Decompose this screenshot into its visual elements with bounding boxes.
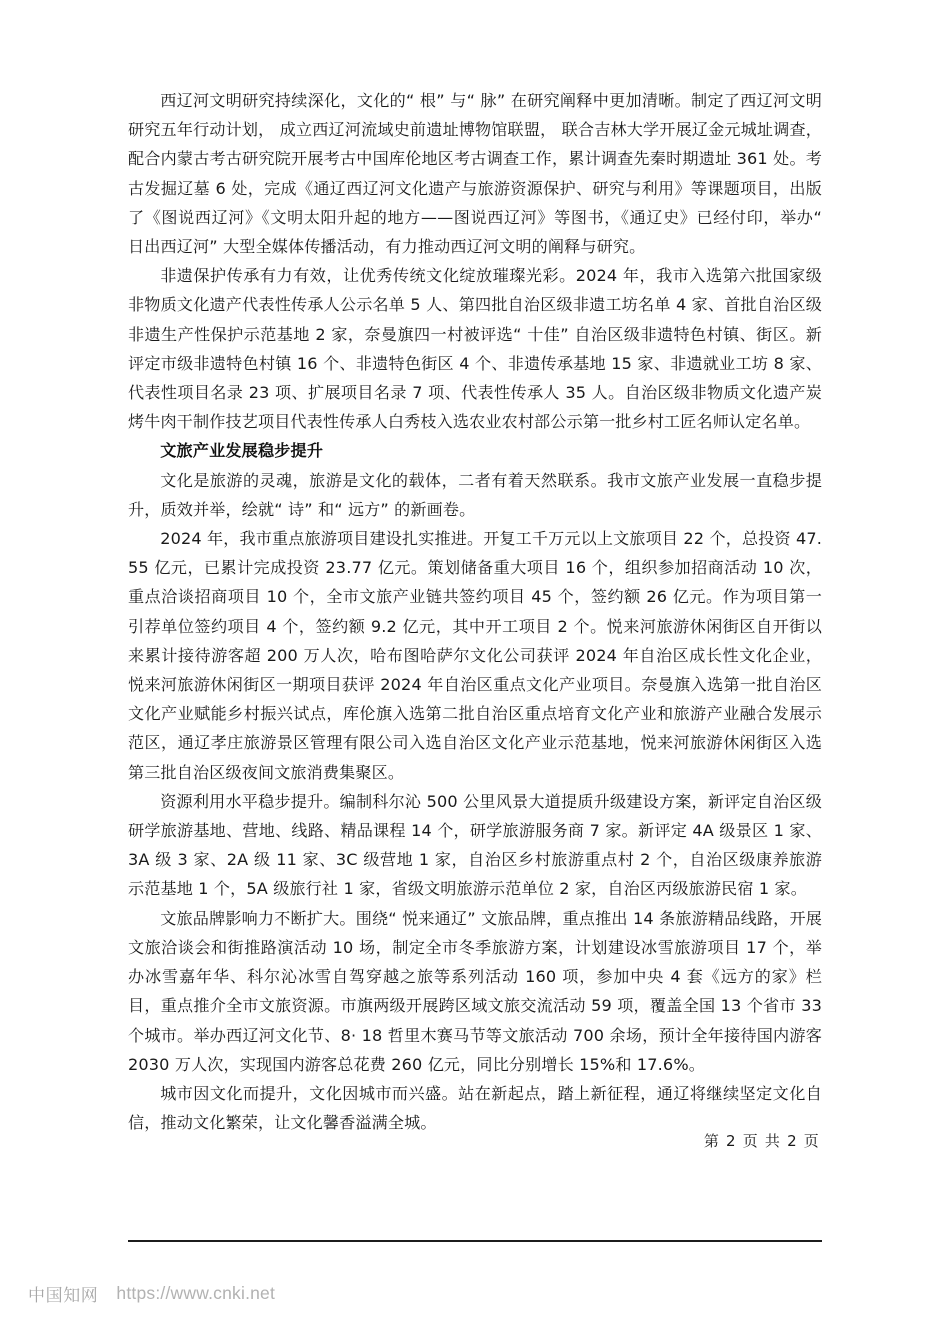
footer-brand xyxy=(28,1281,275,1306)
page-number: 第 2 页 共 2 页 xyxy=(703,1132,820,1150)
body-paragraph: 非遗保护传承有力有效，让优秀传统文化绽放璀璨光彩。2024 年，我市入选第六批国家级非物质文化遗产代表性传承人公示名单 5 人、第四批自治区级非遗工坊名单 4 家、首批自治区级非遗生产性保护示范基地 2 家，奈曼旗四一村被评选“ 十佳” 自治区级非遗特色村镇、街区。新评定市级非遗特色村镇 16 个、非遗特色街区 4 个、非遗传承基地 15 家、非遗就业工坊 8 家、代表性项目名录 23 项、扩展项目名录 7 项、代表性传承人 35 人。自治区级非物质文化遗产炭烤牛肉干制作技艺项目代表性传承人白秀枝入选农业农村部公示第一批乡村工匠名师认定名单。 xyxy=(128,266,822,432)
cnki-url-label: https://www.cnki.net xyxy=(116,1283,276,1303)
cnki-brand-label: 中国知网 xyxy=(28,1286,99,1306)
body-paragraph: 文化是旅游的灵魂，旅游是文化的载体，二者有着天然联系。我市文旅产业发展一直稳步提升，质效并举，绘就“ 诗” 和“ 远方” 的新画卷。 xyxy=(128,470,822,519)
body-paragraph: 城市因文化而提升，文化因城市而兴盛。站在新起点，踏上新征程，通辽将继续坚定文化自信，推动文化繁荣，让文化馨香溢满全城。 xyxy=(128,1083,822,1133)
footer-divider xyxy=(128,1240,822,1242)
body-paragraph: 文旅品牌影响力不断扩大。围绕“ 悦来通辽” 文旅品牌，重点推出 14 条旅游精品线路，开展文旅洽谈会和街推路演活动 10 场，制定全市冬季旅游方案，计划建设冰雪旅游项目 17 个，举办冰雪嘉年华、科尔沁冰雪自驾穿越之旅等系列活动 160 项，参加中央 4 套《远方的家》栏目，重点推介全市文旅资源。市旗两级开展跨区域文旅交流活动 59 项，覆盖全国 13 个省市 33 个城市。举办西辽河文化节、8· 18 哲里木赛马节等文旅活动 700 余场，预计全年接待国内游客 2030 万人次，实现国内游客总花费 260 亿元，同比分别增长 15%和 17.6%。 xyxy=(128,908,822,1074)
section-subheading: 文旅产业发展稳步提升 xyxy=(160,441,324,461)
document-text-body xyxy=(128,86,822,1137)
body-paragraph: 资源利用水平稳步提升。编制科尔沁 500 公里风景大道提质升级建设方案，新评定自治区级研学旅游基地、营地、线路、精品课程 14 个，研学旅游服务商 7 家。新评定 4A 级景区 1 家、3A 级 3 家、2A 级 11 家、3C 级营地 1 家，自治区乡村旅游重点村 2 个，自治区级康养旅游示范基地 1 个，5A 级旅行社 1 家，省级文明旅游示范单位 2 家，自治区丙级旅游民宿 1 家。 xyxy=(128,791,822,899)
body-paragraph: 2024 年，我市重点旅游项目建设扎实推进。开复工千万元以上文旅项目 22 个，总投资 47.55 亿元，已累计完成投资 23.77 亿元。策划储备重大项目 16 个，组织参加招商活动 10 次，重点洽谈招商项目 10 个，全市文旅产业链共签约项目 45 个，签约额 26 亿元。作为项目第一引荐单位签约项目 4 个，签约额 9.2 亿元，其中开工项目 2 个。悦来河旅游休闲街区自开街以来累计接待游客超 200 万人次，哈布图哈萨尔文化公司获评 2024 年自治区成长性文化企业，悦来河旅游休闲街区一期项目获评 2024 年自治区重点文化产业项目。奈曼旗入选第一批自治区文化产业赋能乡村振兴试点，库伦旗入选第二批自治区重点培育文化产业和旅游产业融合发展示范区，通辽孝庄旅游景区管理有限公司入选自治区文化产业示范基地，悦来河旅游休闲街区入选第三批自治区级夜间文旅消费集聚区。 xyxy=(128,529,822,782)
body-paragraph: 西辽河文明研究持续深化，文化的“ 根” 与“ 脉” 在研究阐释中更加清晰。制定了西辽河文明研究五年行动计划， 成立西辽河流域史前遗址博物馆联盟， 联合吉林大学开展辽金元城址调查，配合内蒙古考古研究院开展考古中国库伦地区考古调查工作，累计调查先秦时期遗址 361 处。考古发掘辽墓 6 处，完成《通辽西辽河文化遗产与旅游资源保护、研究与利用》等课题项目，出版了《图说西辽河》《文明太阳升起的地方——图说西辽河》等图书，《通辽史》已经付印，举办“ 日出西辽河” 大型全媒体传播活动，有力推动西辽河文明的阐释与研究。 xyxy=(128,91,822,257)
